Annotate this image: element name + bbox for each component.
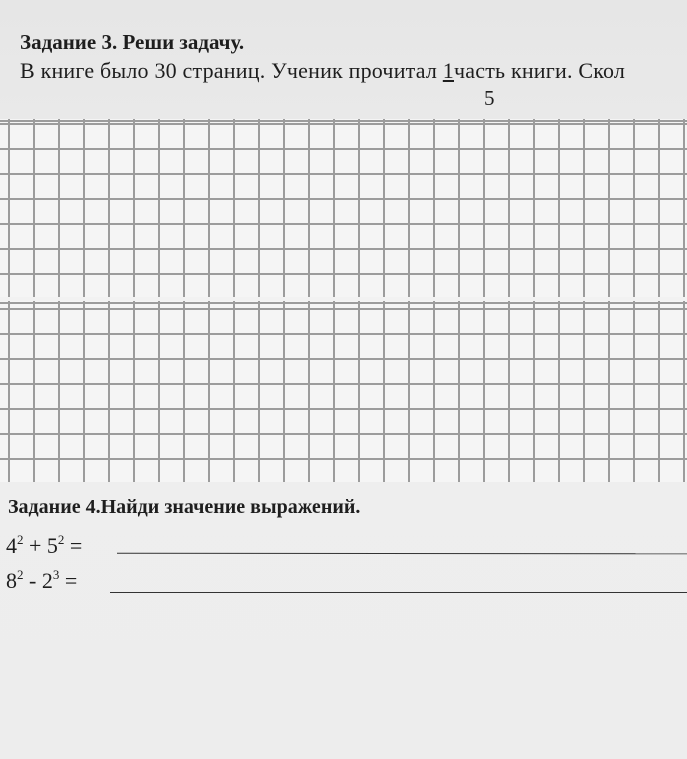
expr1-base-a: 4 xyxy=(6,533,17,558)
expr2-equals: = xyxy=(59,568,78,593)
expr1-base-b: 5 xyxy=(46,533,58,558)
task3-problem-text xyxy=(20,58,625,84)
expression-1 xyxy=(6,532,82,559)
task4-title: Задание 4.Найди значение выражений. xyxy=(8,496,361,518)
expr2-operator: - xyxy=(23,568,42,593)
expr1-exp-a: 2 xyxy=(17,532,24,547)
expr1-exp-b: 2 xyxy=(57,532,65,547)
expr1-equals: = xyxy=(64,533,83,558)
fraction-denominator: 5 xyxy=(484,86,495,110)
task3-text-after: часть книги. Скол xyxy=(454,58,626,83)
expr2-base-a: 8 xyxy=(6,568,17,593)
expression-2 xyxy=(6,567,77,594)
expr2-exp-a: 2 xyxy=(17,567,24,582)
answer-line-2[interactable] xyxy=(110,592,687,593)
fraction-numerator: 1 xyxy=(442,58,454,83)
expr2-exp-b: 3 xyxy=(52,567,60,582)
answer-grid-top xyxy=(0,119,687,297)
answer-line-1[interactable] xyxy=(117,553,687,554)
answer-grid-bottom xyxy=(0,301,687,482)
task3-text-before: В книге было 30 страниц. Ученик прочитал xyxy=(20,58,443,83)
task3-title: Задание 3. Реши задачу. xyxy=(20,30,245,54)
expr1-operator: + xyxy=(23,533,47,558)
expr2-base-b: 2 xyxy=(41,568,53,593)
